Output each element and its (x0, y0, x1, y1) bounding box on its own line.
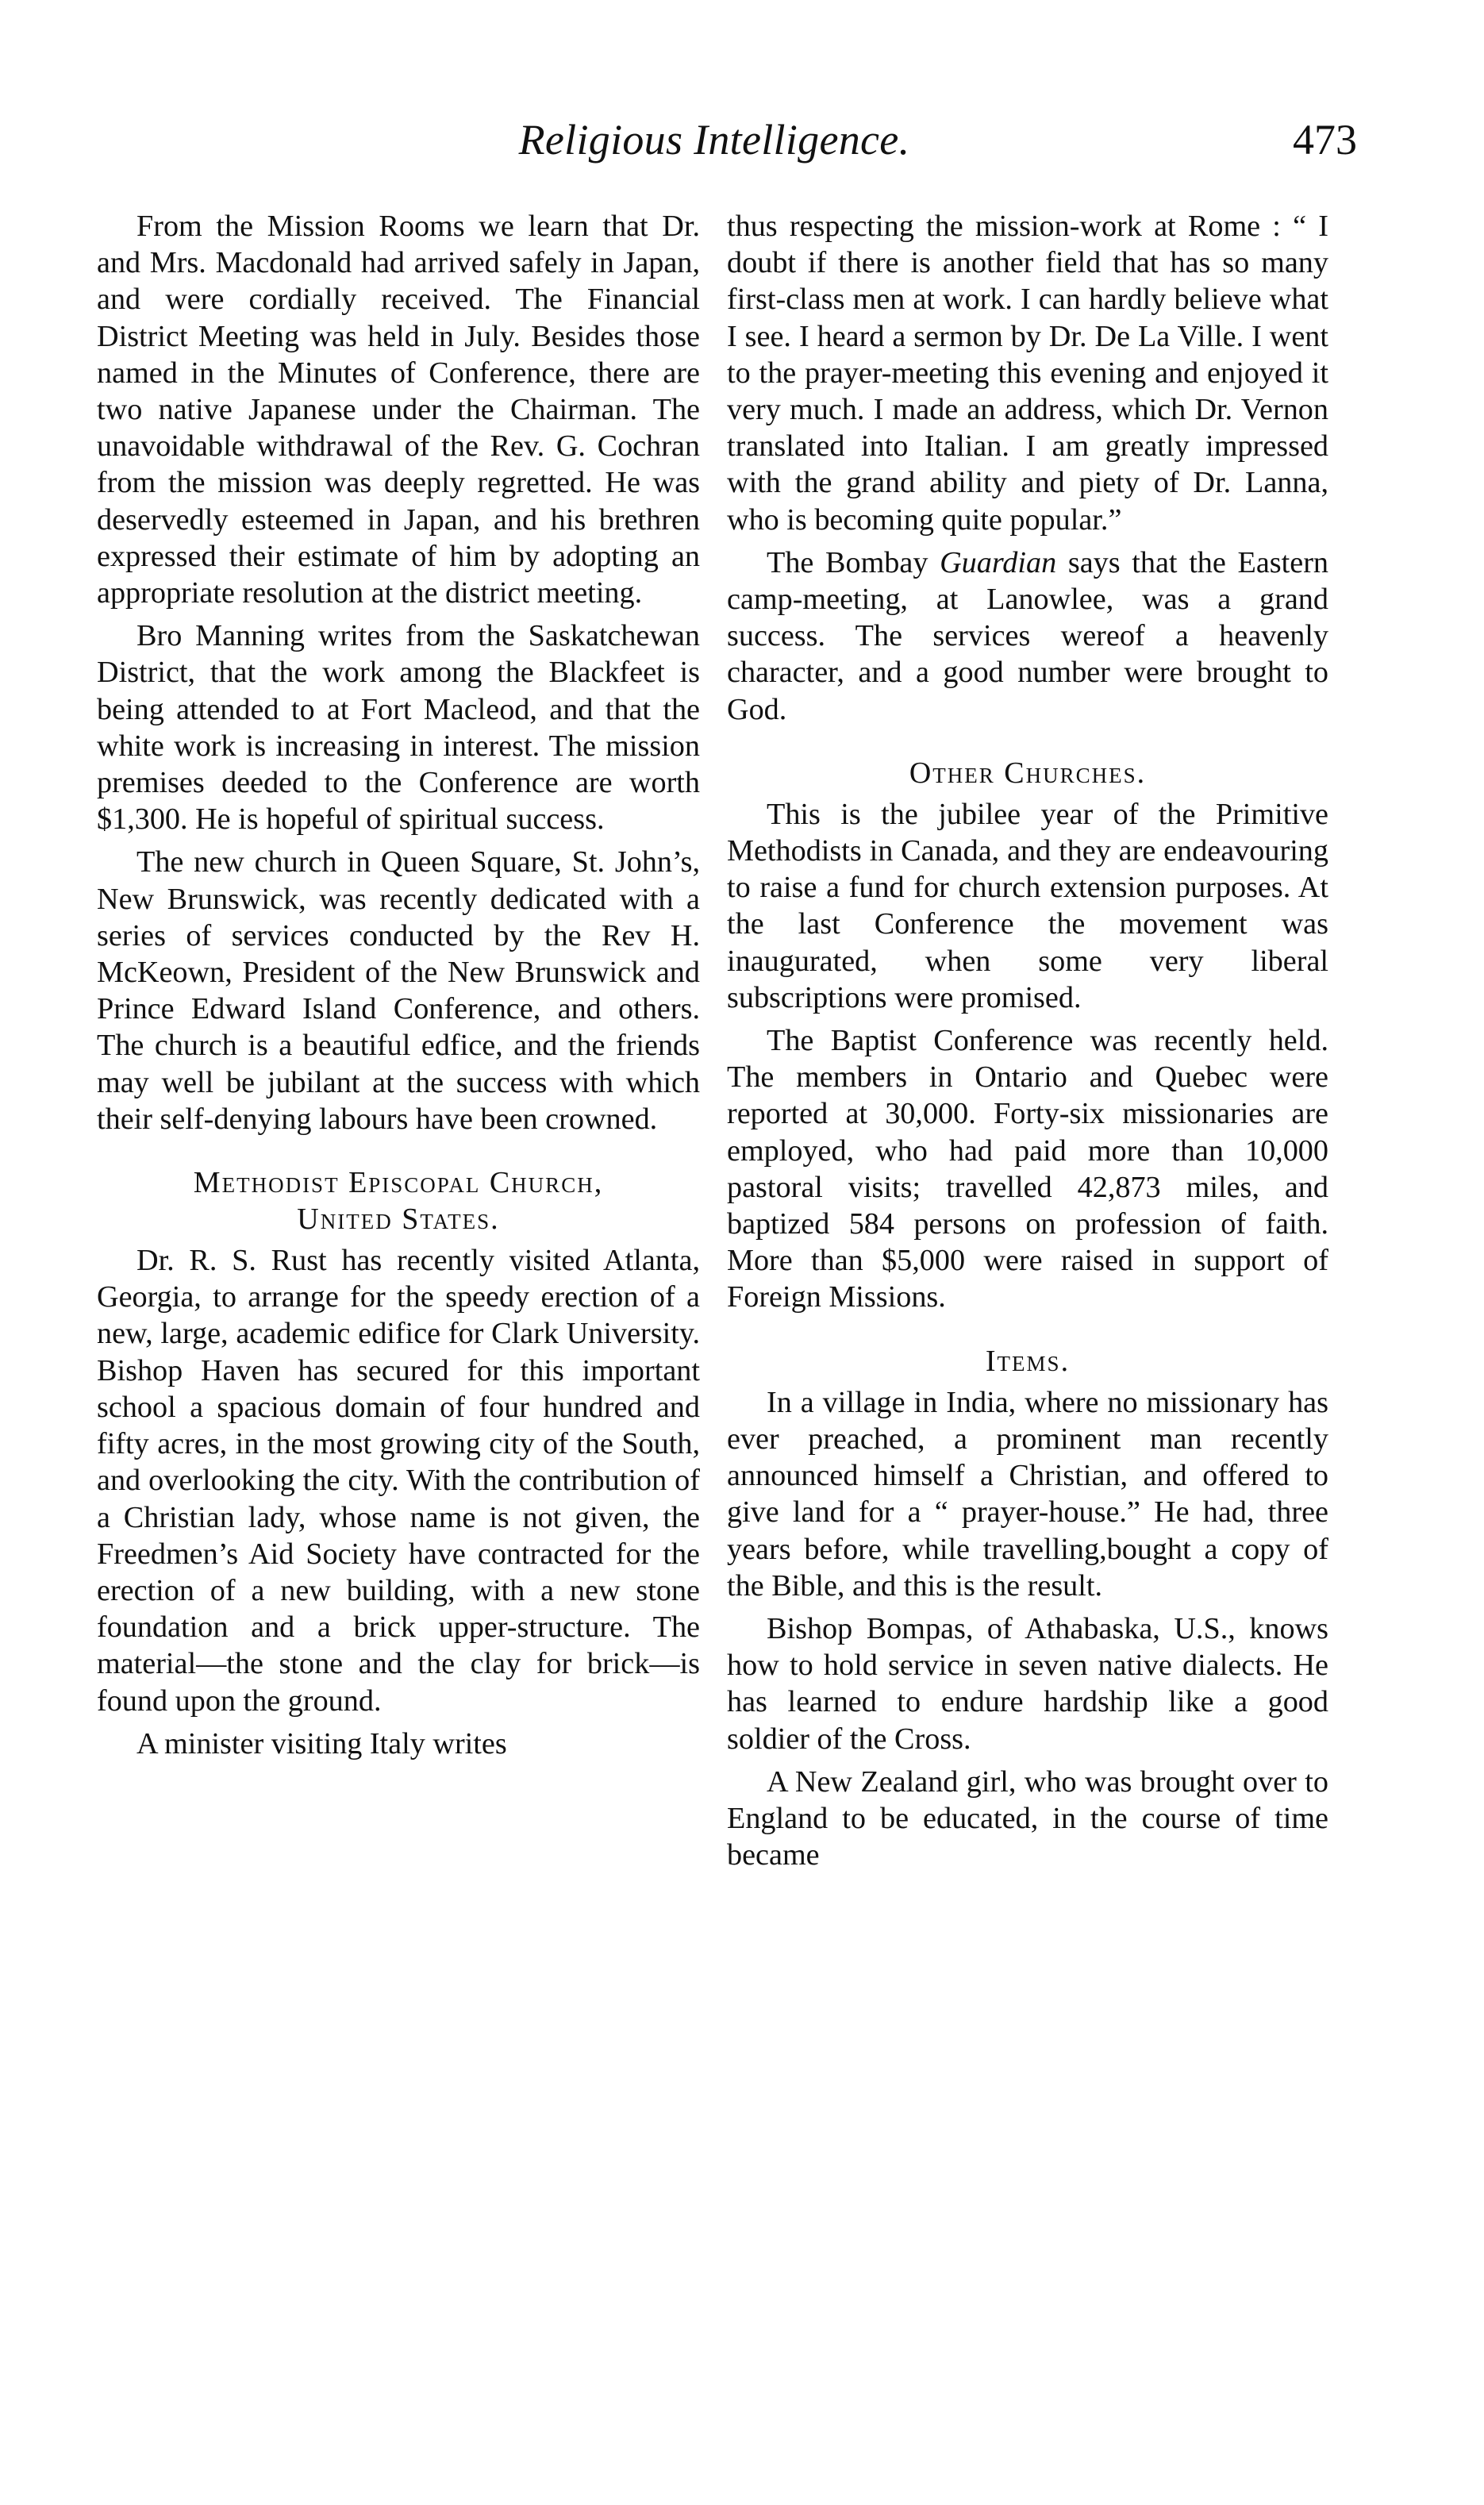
section-heading-other-churches: Other Churches. (909, 756, 1147, 790)
left-column (97, 208, 700, 1762)
paragraph-india-village: In a village in India, where no missionary has ever preached, a prominent man recently announced himself a Christian, and offered to give land for a “ prayer-house.” He had, three years before, while travelling,bought a copy of the Bible, and this is the result. (727, 1385, 1328, 1603)
page-number: 473 (1293, 116, 1357, 164)
heading-line-1: Methodist Episcopal Church, (193, 1166, 604, 1200)
page-header (0, 0, 1484, 198)
paragraph-queen-square-church: The new church in Queen Square, St. John’s, New Brunswick, was recently dedicated with a series of services conducted by the Rev H. McKeown, President of the New Brunswick and Prince Edward Island Conference, and others. The church is a beautiful edfice, and the friends may well be jubilant at the success with which their self-denying labours have been crowned. (97, 845, 700, 1136)
guardian-title: Guardian (940, 545, 1057, 579)
paragraph-new-zealand-girl: A New Zealand girl, who was brought over to England to be educated, in the course of time became (727, 1764, 1328, 1872)
section-heading-items: Items. (985, 1344, 1071, 1378)
section-heading-methodist-episcopal (97, 1164, 700, 1237)
paragraph-primitive-methodists: This is the jubilee year of the Primitive Methodists in Canada, and they are endeavouring to raise a fund for church extension purposes. At the last Conference the movement was inaugurated, when some very liberal subscriptions were promised. (727, 797, 1328, 1014)
paragraph-baptist-conference: The Baptist Conference was recently held. The members in Ontario and Quebec were reported at 30,000. Forty-six missionaries are employed, who had paid more than 10,000 pastoral visits; travelled 42,873 miles, and baptized 584 persons on profession of faith. More than $5,000 were raised in support of Foreign Missions. (727, 1024, 1328, 1314)
paragraph-rome-mission: thus respecting the mission-work at Rome : “ I doubt if there is another field that has so many first-class men at work. I can hardly believe what I see. I heard a sermon by Dr. De La Ville. I went to the prayer-meeting this evening and enjoyed it very much. I made an address, which Dr. Vernon translated into Italian. I am greatly impressed with the grand ability and piety of Dr. Lanna, who is becoming quite popular.” (727, 210, 1328, 537)
paragraph-bombay-guardian (727, 544, 1328, 728)
paragraph-italy-intro: A minister visiting Italy writes (136, 1726, 507, 1760)
paragraph-clark-university: Dr. R. S. Rust has recently visited Atlanta, Georgia, to arrange for the speedy erection of a new, large, academic edifice for Clark University. Bishop Haven has secured for this important school a spacious domain of four hundred and fifty acres, in the most growing city of the South, and overlooking the city. With the contribution of a Christian lady, whose name is not given, the Freedmen’s Aid Society have contracted for the erection of a new building, with a new stone foundation and a brick upper-structure. The material—the stone and the clay for brick—is found upon the ground. (97, 1244, 700, 1718)
heading-line-2: United States. (297, 1202, 500, 1237)
paragraph-saskatchewan: Bro Manning writes from the Saskatchewan District, that the work among the Blackfeet is being attended to at Fort Macleod, and that the white work is increasing in interest. The mission premises deeded to the Conference are worth $1,300. He is hopeful of spiritual success. (97, 619, 700, 837)
guardian-pre: The Bombay (767, 545, 940, 579)
paragraph-japan-mission: From the Mission Rooms we learn that Dr. and Mrs. Macdonald had arrived safely in Japan, and were cordially received. The Financial District Meeting was held in July. Besides those named in the Minutes of Conference, there are two native Japanese under the Chairman. The unavoidable withdrawal of the Rev. G. Cochran from the mission was deeply regretted. He was deservedly esteemed in Japan, and his brethren expressed their estimate of him by adopting an appropriate resolution at the district meeting. (97, 210, 700, 610)
guardian-post: says that the Eastern camp-meeting, at Lanowlee, was a grand success. The services wereof a heavenly character, and a good number were brought to God. (727, 545, 1329, 726)
running-title: Religious Intelligence. (518, 116, 910, 164)
paragraph-bishop-bompas: Bishop Bompas, of Athabaska, U.S., knows how to hold service in seven native dialects. He has learned to endure hardship like a good soldier of the Cross. (727, 1611, 1328, 1756)
right-column (727, 208, 1328, 1873)
